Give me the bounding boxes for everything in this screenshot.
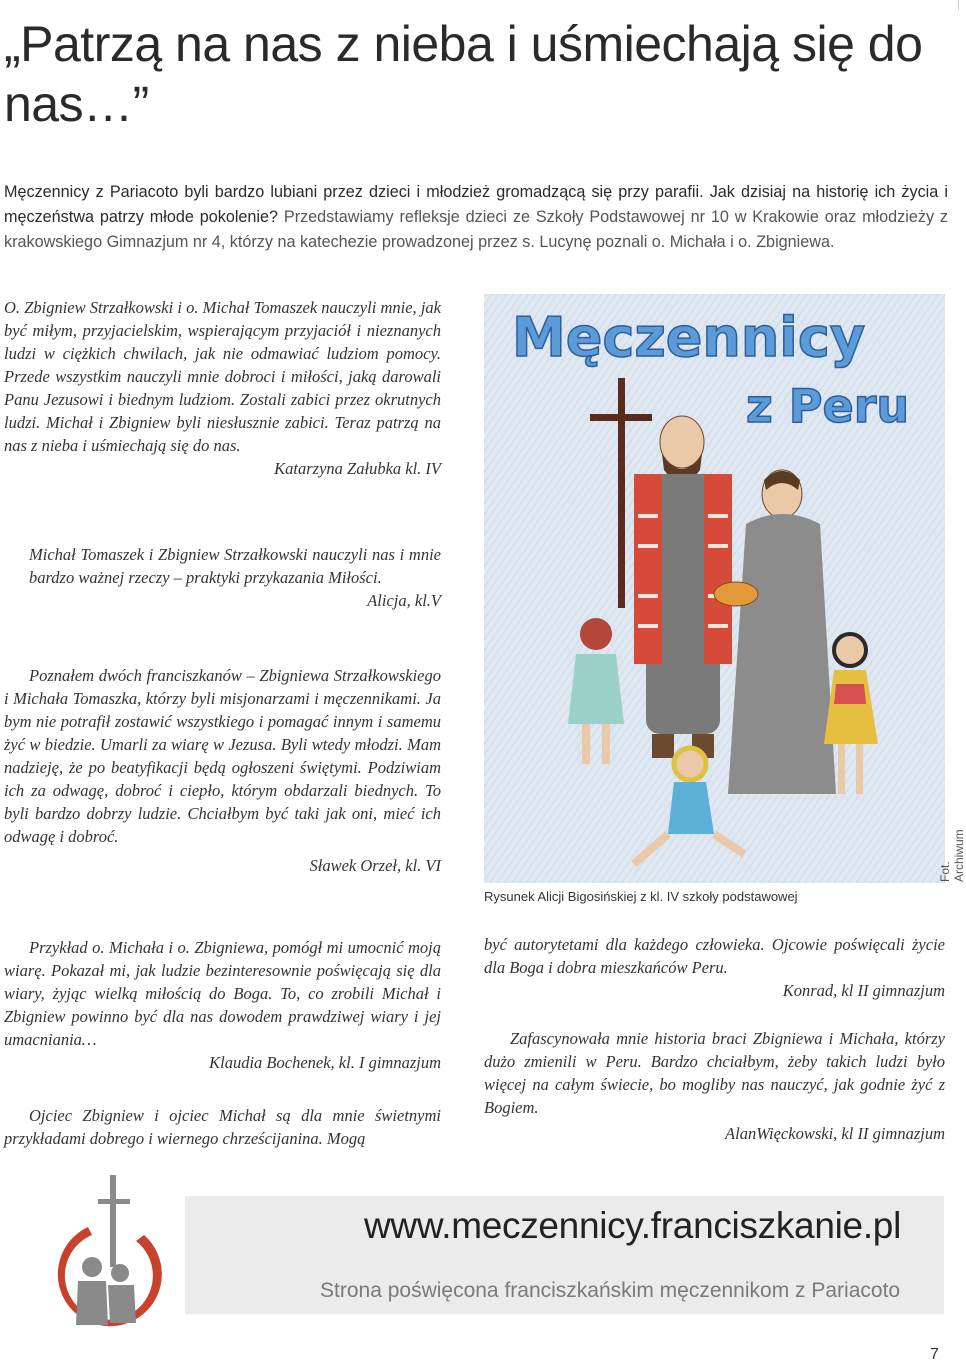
- bread-bowl: [714, 582, 758, 606]
- entry-author: Sławek Orzeł, kl. VI: [309, 856, 441, 875]
- entry-alan: [484, 1027, 945, 1145]
- child-3-head: [674, 748, 706, 780]
- entry-text: O. Zbigniew Strzałkowski i o. Michał Tomaszek nauczyli mnie, jak być miłym, przyjacielskim, wspierającym przyjaciół i nieznanych ludzi w ciężkich chwilach, jak nie odmawiać ludziom pomocy. Przede wszystkim nauczyli mnie dobroci i miłości, jaką darowali Panu Jezusowi i biednym ludziom. Zostali zabici przez okrutnych ludzi. Michał i Zbigniew byli niesłusznie zabici. Teraz patrzą na nas z nieba i uśmiechają się do nas.: [4, 298, 441, 455]
- entry-author: Katarzyna Załubka kl. IV: [274, 459, 441, 478]
- entry-text: Ojciec Zbigniew i ojciec Michał są dla mnie świetnymi przykładami dobrego i wiernego chrześcijanina. Mogą: [4, 1106, 441, 1148]
- children-drawing: [484, 294, 945, 883]
- entry-author: Klaudia Bochenek, kl. I gimnazjum: [209, 1053, 441, 1072]
- website-tagline: Strona poświęcona franciszkańskim męczennikom z Pariacoto: [320, 1279, 901, 1302]
- child-2-head: [834, 634, 866, 666]
- entry-konrad-end: [484, 933, 945, 1002]
- photo-credit: Fot. Archiwum: [938, 829, 966, 882]
- entry-konrad-start: [4, 1104, 441, 1150]
- entry-katarzyna: [4, 296, 441, 480]
- stole-left: [634, 474, 662, 664]
- entry-author: Alicja, kl.V: [367, 591, 441, 610]
- franciscan-logo-icon: [48, 1175, 158, 1335]
- website-url[interactable]: www.meczennicy.franciszkanie.pl: [364, 1205, 901, 1246]
- entry-text: być autorytetami dla każdego człowieka. Ojcowie poświęcali życie dla Boga i dobra mieszkańców Peru.: [484, 935, 945, 977]
- entry-slawek: [4, 664, 441, 877]
- entry-alicja: [29, 543, 441, 612]
- entry-author: Konrad, kl II gimnazjum: [782, 981, 945, 1000]
- intro-paragraph: [4, 180, 948, 255]
- page-title: „Patrzą na nas z nieba i uśmiechają się do nas…”: [4, 16, 923, 132]
- intro-lead: Męczennicy z Pariacoto byli bardzo lubiani przez dzieci i młodzież gromadzącą się przy parafii. Jak dzisiaj na historię ich życia i męczeństwa patrzy młode pokolenie?: [4, 183, 948, 226]
- child-1-head: [580, 618, 612, 650]
- stole-right: [704, 474, 732, 664]
- entry-text: Michał Tomaszek i Zbigniew Strzałkowski nauczyli nas i mnie bardzo ważnej rzeczy – praktyki przykazania Miłości.: [29, 545, 441, 587]
- entry-klaudia: [4, 936, 441, 1074]
- entry-author: AlanWięckowski, kl II gimnazjum: [725, 1124, 945, 1143]
- entry-text: Poznałem dwóch franciszkanów – Zbigniewa Strzałkowskiego i Michała Tomaszka, którzy byli misjonarzami i męczennikami. Ja bym nie potrafił zostawić wszystkiego i pomagać innym i samemu żyć w biedzie. Umarli za wiarę w Jezusa. Byli wtedy młodzi. Mam nadzieję, że po beatyfikacji będą ogłoszeni świętymi. Podziwiam ich za odwagę, dobroć i ciepło, którym obdarzali biednych. To byli bardzo dobrzy ludzie. Chciałbym być taki jak oni, mieć ich odwagę i dobroć.: [4, 666, 441, 846]
- top-rule: [0, 0, 959, 10]
- drawing-heading-1: Męczennicy: [512, 306, 866, 369]
- page-number: 7: [930, 1346, 939, 1363]
- intro-rest: Przedstawiamy refleksje dzieci ze Szkoły Podstawowej nr 10 w Krakowie oraz młodzieży z krakowskiego Gimnazjum nr 4, którzy na katechezie prowadzonej przez s. Lucynę poznali o. Michała i o. Zbigniewa.: [4, 208, 948, 251]
- drawing-heading-2: z Peru: [746, 379, 910, 433]
- entry-text: Przykład o. Michała i o. Zbigniewa, pomógł mi umocnić moją wiarę. Pokazał mi, jak ludzie bezinteresownie poświęcają się dla wiary, żyjąc wielką miłością do Boga. To, co zrobili Michał i Zbigniew powinno być dla nas dowodem prawdziwej wiary i jej umacniania…: [4, 938, 441, 1049]
- cross-icon: [618, 378, 625, 608]
- entry-text: Zafascynowała mnie historia braci Zbigniewa i Michała, którzy dużo zmienili w Peru. Bardzo chciałbym, żeby takich ludzi było więcej na całym świecie, bo mogliby nas nauczyć, jak godnie żyć z Bogiem.: [484, 1029, 945, 1117]
- friar-2-habit: [728, 514, 836, 794]
- drawing-caption: Rysunek Alicji Bigosińskiej z kl. IV szkoły podstawowej: [484, 889, 798, 904]
- drawing-illustration: [484, 294, 945, 883]
